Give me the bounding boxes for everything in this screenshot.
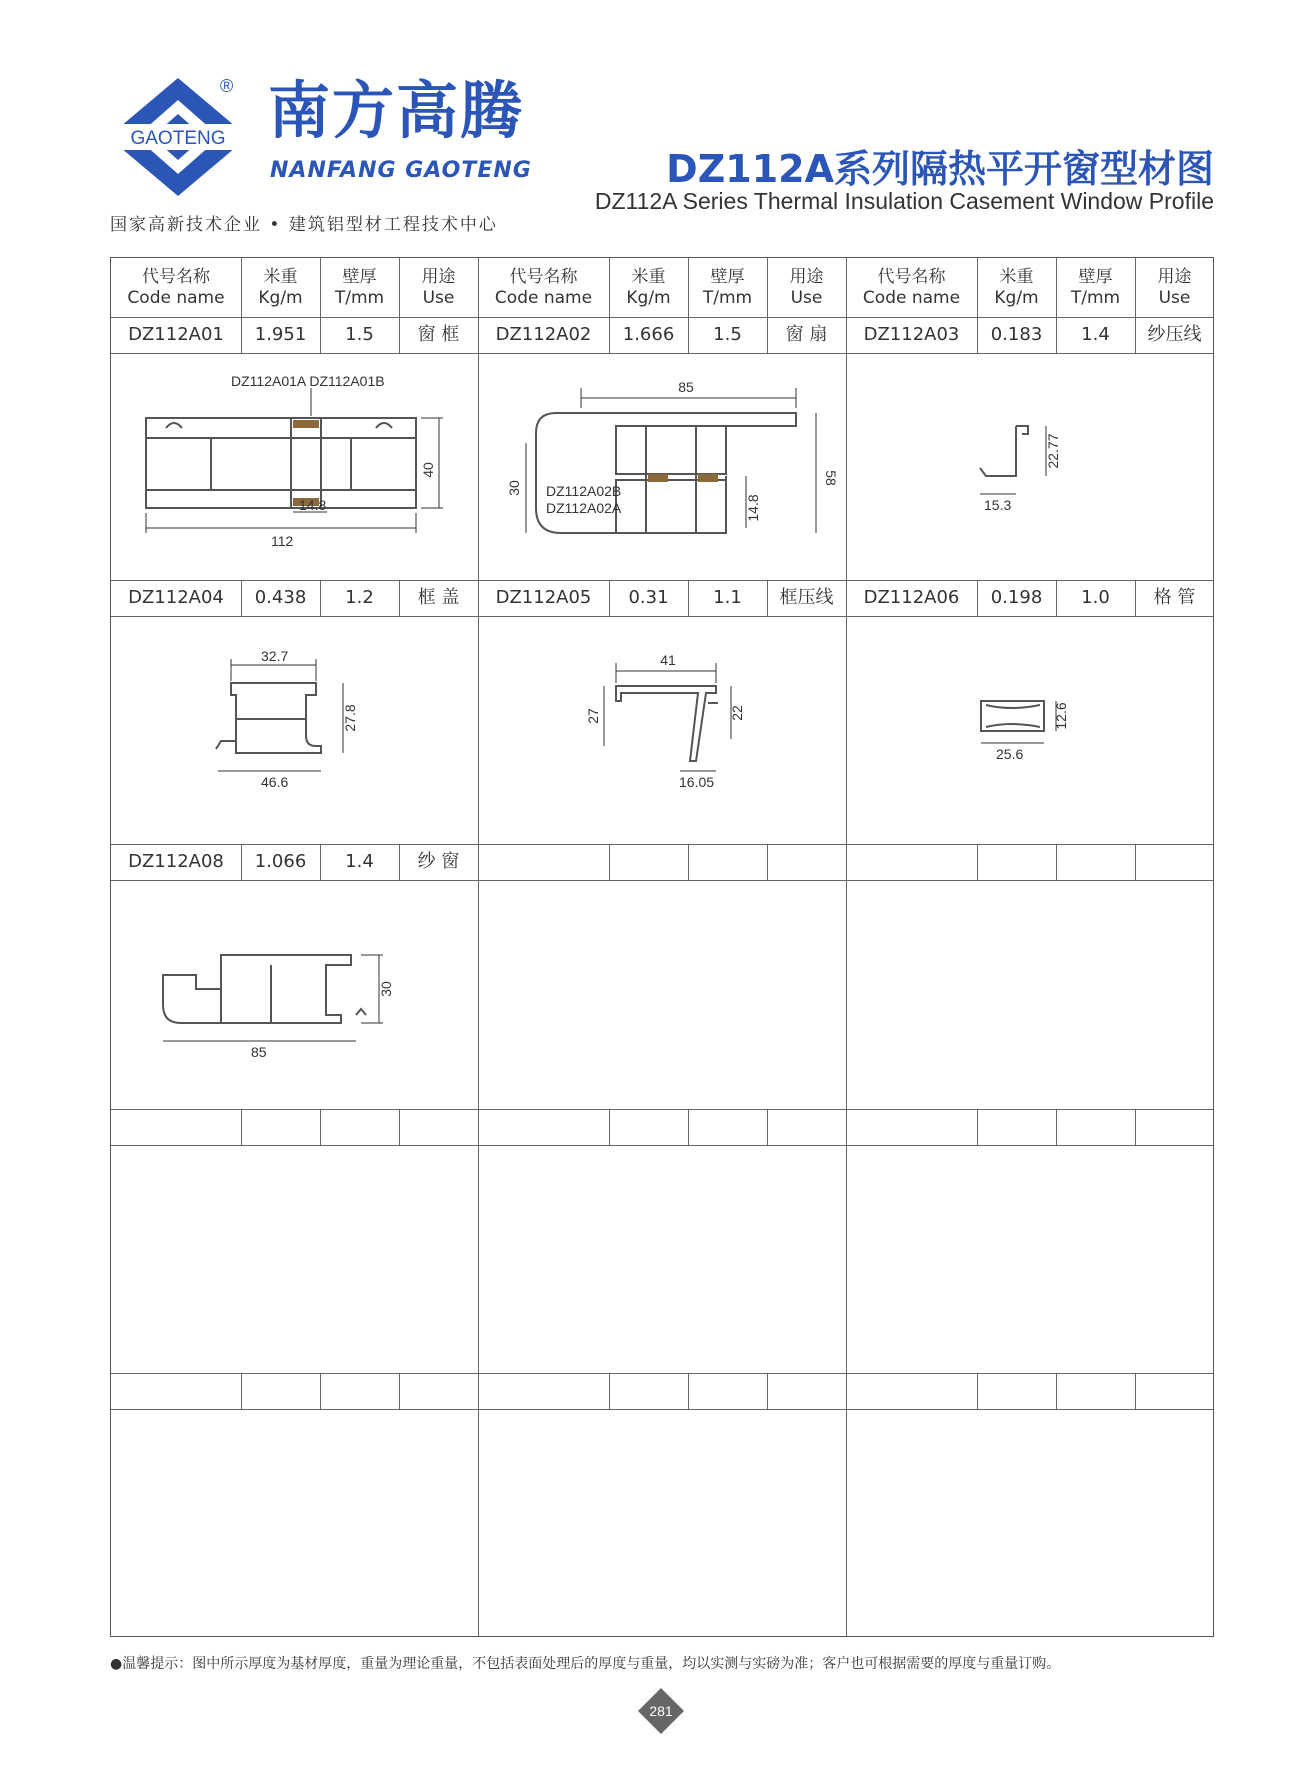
header-code-name: 代号名称 Code name — [494, 267, 593, 308]
profile-use: 框压线 — [779, 587, 834, 609]
profile-use: 窗 扇 — [785, 324, 828, 346]
dim-height: 58 — [823, 470, 839, 486]
dim-width: 85 — [678, 379, 694, 395]
dim-width: 112 — [271, 533, 294, 549]
header-thickness: 壁厚 T/mm — [1070, 267, 1121, 308]
footer-note: ●温馨提示：图中所示厚度为基材厚度，重量为理论重量，不包括表面处理后的厚度与重量，均以实测与实磅为准；客户也可根据需要的厚度与重量订购。 — [110, 1656, 1061, 1672]
page-number-badge — [638, 1688, 684, 1734]
dim-right: 22 — [729, 705, 745, 721]
profile-weight: 1.666 — [622, 324, 675, 346]
dim-label-b: DZ112A02B — [546, 483, 622, 499]
dim-height: 12.6 — [1053, 702, 1069, 730]
dim-width: 25.6 — [996, 746, 1024, 762]
dim-strip: 14.8 — [299, 497, 327, 513]
dim-bottom: 16.05 — [679, 774, 715, 790]
profile-thickness: 1.1 — [713, 587, 742, 609]
profile-drawing-dz112a01 — [121, 358, 471, 573]
profile-use: 框 盖 — [417, 587, 460, 609]
header-code-name: 代号名称 Code name — [127, 267, 225, 308]
profile-thickness: 1.5 — [345, 324, 374, 346]
dim-width: 15.3 — [984, 497, 1012, 513]
brand-name-cn: 南方高腾 — [268, 74, 525, 147]
page-title-cn: DZ112A系列隔热平开窗型材图 — [666, 147, 1214, 191]
profile-code: DZ112A02 — [495, 324, 592, 346]
profile-drawing-dz112a06 — [856, 621, 1211, 841]
profile-weight: 0.183 — [990, 324, 1043, 346]
header-use: 用途 Use — [421, 267, 456, 308]
profile-use: 纱 窗 — [417, 851, 460, 873]
profile-use: 格 管 — [1153, 587, 1196, 609]
dim-width: 85 — [251, 1044, 267, 1060]
profile-code: DZ112A03 — [863, 324, 960, 346]
svg-text:GAOTENG: GAOTENG — [130, 128, 226, 149]
header-code-name: 代号名称 Code name — [862, 267, 961, 308]
header-use: 用途 Use — [1157, 267, 1192, 308]
profile-weight: 0.438 — [254, 587, 307, 609]
profile-drawing-dz112a04 — [121, 621, 471, 841]
profile-weight: 0.198 — [990, 587, 1043, 609]
dim-height: 22.77 — [1045, 433, 1061, 469]
profile-drawing-dz112a02 — [486, 358, 841, 573]
svg-text:281: 281 — [649, 1703, 673, 1719]
page-title-en: DZ112A Series Thermal Insulation Casement Window Profile — [594, 188, 1214, 214]
profile-use: 窗 框 — [417, 324, 460, 346]
profile-thickness: 1.4 — [345, 851, 374, 873]
header-weight: 米重 Kg/m — [994, 267, 1039, 308]
profile-use: 纱压线 — [1147, 324, 1202, 346]
header-use: 用途 Use — [789, 267, 824, 308]
dim-height: 40 — [420, 462, 436, 478]
profile-code: DZ112A05 — [495, 587, 592, 609]
header-thickness: 壁厚 T/mm — [702, 267, 753, 308]
profile-thickness: 1.0 — [1081, 587, 1110, 609]
profile-code: DZ112A04 — [128, 587, 224, 609]
dim-height: 30 — [378, 981, 394, 997]
registered-mark: ® — [220, 76, 234, 96]
profile-thickness: 1.5 — [713, 324, 742, 346]
profile-code: DZ112A08 — [128, 851, 224, 873]
dim-width: 41 — [660, 652, 676, 668]
dim-left: 30 — [506, 480, 522, 496]
header-weight: 米重 Kg/m — [626, 267, 671, 308]
profile-thickness: 1.4 — [1081, 324, 1110, 346]
dim-top: 32.7 — [261, 648, 289, 664]
profile-code: DZ112A06 — [863, 587, 960, 609]
company-tagline: 国家高新技术企业 • 建筑铝型材工程技术中心 — [110, 215, 498, 235]
profile-weight: 0.31 — [628, 587, 669, 609]
profile-drawing-dz112a05 — [486, 621, 841, 841]
dim-bottom: 46.6 — [261, 774, 289, 790]
profile-weight: 1.951 — [254, 324, 307, 346]
dim-left: 27 — [585, 708, 601, 724]
profile-drawing-dz112a08 — [121, 885, 471, 1105]
profile-table — [110, 257, 1214, 1637]
brand-name-en: NANFANG GAOTENG — [270, 158, 532, 183]
dim-strip: 14.8 — [745, 494, 761, 522]
profile-thickness: 1.2 — [345, 587, 374, 609]
dim-height: 27.8 — [342, 704, 358, 732]
profile-drawing-dz112a03 — [856, 358, 1211, 573]
profile-code: DZ112A01 — [128, 324, 224, 346]
dim-label: DZ112A01A DZ112A01B — [231, 373, 385, 389]
header-thickness: 壁厚 T/mm — [334, 267, 385, 308]
header-weight: 米重 Kg/m — [258, 267, 303, 308]
profile-weight: 1.066 — [254, 851, 307, 873]
dim-label-a: DZ112A02A — [546, 500, 622, 516]
